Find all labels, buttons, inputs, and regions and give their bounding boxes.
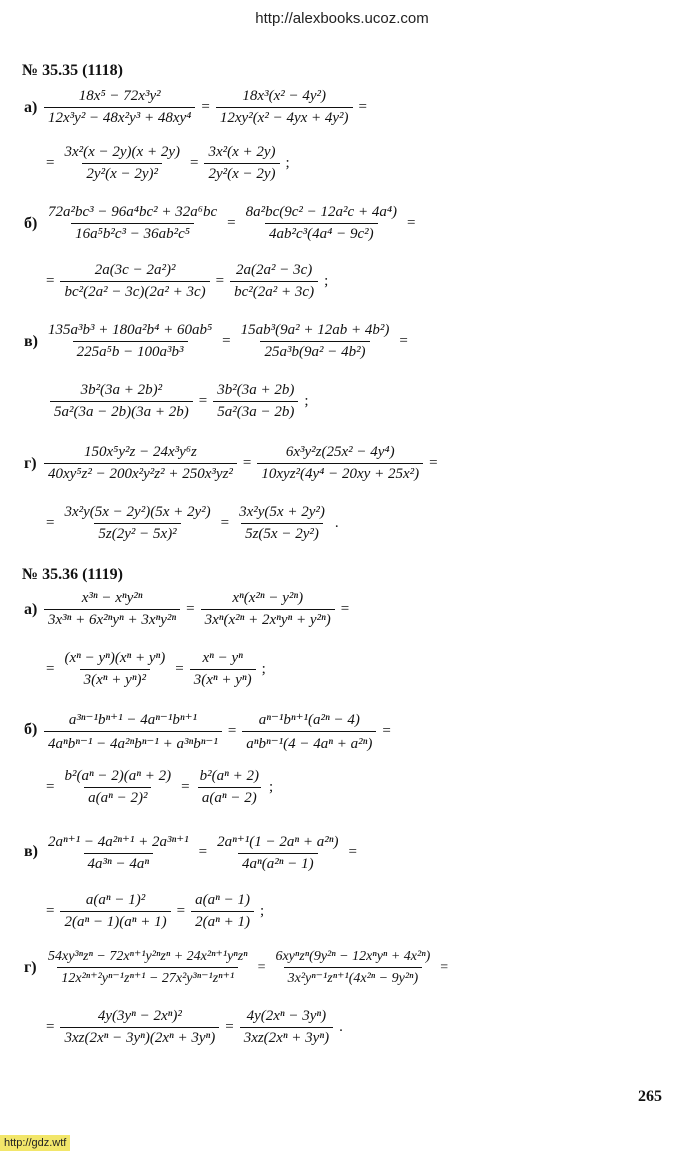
- fraction: $\frac{\text{135a³b³ + 180a²b⁴ + 60ab⁵}}{\text{225a⁵b − 100a³b³}}$: [48, 322, 213, 360]
- fraction: $\frac{\text{b²(aⁿ + 2)}}{\text{a(aⁿ − 2)}}$: [199, 768, 259, 806]
- fraction: $\frac{\text{a(aⁿ − 1)²}}{\text{2(aⁿ − 1)(aⁿ + 1)}}$: [60, 892, 170, 931]
- formula-line: = $\frac{\text{b²(aⁿ − 2)(aⁿ + 2)}}{\text{a(aⁿ − 2)²}}$ = $\frac{\text{b²(aⁿ + 2)}}{\text{a(aⁿ − 2)}}$ ;: [46, 768, 274, 806]
- header-url: http://alexbooks.ucoz.com: [255, 10, 429, 27]
- fraction: $\frac{\text{18x⁵ − 72x³y²}}{\text{12x³y² − 48x²y³ + 48xy⁴}}$: [44, 88, 195, 127]
- formula-line: $\frac{\text{3b²(3a + 2b)²}}{\text{5a²(3a − 2b)(3a + 2b)}}$ = $\frac{\text{3b²(3a + 2b)}}{\text{5a²(3a − 2b)}}$ ;: [40, 382, 664, 421]
- solution-row: [0, 258, 684, 314]
- item-label: в): [24, 333, 38, 350]
- formula-line: = $\frac{\text{2a(3c − 2a²)²}}{\text{bc²(2a² − 3c)(2a² + 3c)}}$ = $\frac{\text{2a(2a² − 3c)}}{\text{bc²(2a² + 3c)}}$ ;: [46, 262, 329, 300]
- formula-line: = $\frac{\text{3x²y(5x − 2y²)(5x + 2y²)}}{\text{5z(2y² − 5x)²}}$ = $\frac{\text{3x²y(5x + 2y²)}}{\text{5z(5x − 2y²)}}$ .: [46, 504, 339, 542]
- solution-row: [0, 944, 684, 1000]
- solution-row: [0, 586, 684, 642]
- solution-row: [0, 1004, 684, 1060]
- fraction: $\frac{\text{3b²(3a + 2b)²}}{\text{5a²(3a − 2b)(3a + 2b)}}$: [50, 382, 193, 421]
- formula-line: = $\frac{\text{4y(3yⁿ − 2xⁿ)²}}{\text{3xz(2xⁿ − 3yⁿ)(2xⁿ + 3yⁿ)}}$ = $\frac{\text{4y(2xⁿ − 3yⁿ)}}{\text{3xz(2xⁿ + 3yⁿ)}}$ .: [46, 1008, 343, 1046]
- fraction: $\frac{\text{15ab³(9a² + 12ab + 4b²)}}{\text{25a³b(9a² − 4b²)}}$: [240, 322, 390, 360]
- fraction: $\frac{\text{3x²(x + 2y)}}{\text{2y²(x − 2y)}}$: [204, 144, 279, 183]
- solution-row: [0, 500, 684, 556]
- fraction: $\frac{\text{8a²bc(9c² − 12a²c + 4a⁴)}}{\text{4ab²c³(4a⁴ − 9c²)}}$: [245, 204, 398, 242]
- formula-line: $\frac{\text{54xy³ⁿzⁿ − 72xⁿ⁺¹y²ⁿzⁿ + 24x²ⁿ⁺¹yⁿzⁿ}}{\text{12x²ⁿ⁺²yⁿ⁻¹zⁿ⁺¹ − 27x²y³ⁿ⁻¹zⁿ⁺¹}}$ = $\frac{\text{6xyⁿzⁿ(9y²ⁿ − 12xⁿyⁿ + 4x²ⁿ)}}{\text{3x²yⁿ⁻¹zⁿ⁺¹(4x²ⁿ − 9y²ⁿ)}}$ =: [42, 948, 664, 987]
- fraction: $\frac{\text{aⁿ⁻¹bⁿ⁺¹(a²ⁿ − 4)}}{\text{aⁿbⁿ⁻¹(4 − 4aⁿ + a²ⁿ)}}$: [242, 710, 376, 753]
- fraction: $\frac{\text{3x²y(5x − 2y²)(5x + 2y²)}}{\text{5z(2y² − 5x)²}}$: [64, 504, 211, 542]
- problem-title-35-35: № 35.35 (1118): [22, 62, 123, 79]
- formula-line: $\frac{\text{72a²bc³ − 96a⁴bc² + 32a⁶bc}}{\text{16a⁵b²c³ − 36ab²c⁵}}$ = $\frac{\text{8a²bc(9c² − 12a²c + 4a⁴)}}{\text{4ab²c³(4a⁴ − 9c²)}}$ =: [42, 204, 664, 243]
- fraction: $\frac{\text{4y(2xⁿ − 3yⁿ)}}{\text{3xz(2xⁿ + 3yⁿ)}}$: [240, 1008, 333, 1047]
- formula-line: $\frac{\text{a³ⁿ⁻¹bⁿ⁺¹ − 4aⁿ⁻¹bⁿ⁺¹}}{\text{4aⁿbⁿ⁻¹ − 4a²ⁿbⁿ⁻¹ + a³ⁿbⁿ⁻¹}}$ = $\frac{\text{aⁿ⁻¹bⁿ⁺¹(a²ⁿ − 4)}}{\text{aⁿbⁿ⁻¹(4 − 4aⁿ + a²ⁿ)}}$ =: [42, 710, 664, 753]
- item-label: б): [24, 721, 38, 738]
- fraction: $\frac{\text{a³ⁿ⁻¹bⁿ⁺¹ − 4aⁿ⁻¹bⁿ⁺¹}}{\text{4aⁿbⁿ⁻¹ − 4a²ⁿbⁿ⁻¹ + a³ⁿbⁿ⁻¹}}$: [44, 710, 222, 753]
- fraction: $\frac{\text{a(aⁿ − 1)}}{\text{2(aⁿ + 1)}}$: [191, 892, 254, 931]
- solution-row: [0, 84, 684, 140]
- formula-line: = $\frac{\text{(xⁿ − yⁿ)(xⁿ + yⁿ)}}{\text{3(xⁿ + yⁿ)²}}$ = $\frac{\text{xⁿ − yⁿ}}{\text{3(xⁿ + yⁿ)}}$ ;: [46, 650, 266, 688]
- item-label: в): [24, 843, 38, 860]
- solution-row: [0, 646, 684, 702]
- formula-line: $\frac{\text{18x⁵ − 72x³y²}}{\text{12x³y² − 48x²y³ + 48xy⁴}}$ = $\frac{\text{18x³(x² − 4y²)}}{\text{12xy²(x² − 4yx + 4y²)}}$ =: [42, 88, 664, 127]
- fraction: $\frac{\text{6x³y²z(25x² − 4y⁴)}}{\text{10xyz²(4y⁴ − 20xy + 25x²)}}$: [257, 444, 423, 483]
- fraction: $\frac{\text{72a²bc³ − 96a⁴bc² + 32a⁶bc}}{\text{16a⁵b²c³ − 36ab²c⁵}}$: [48, 204, 218, 242]
- formula-line: = $\frac{\text{3x²(x − 2y)(x + 2y)}}{\text{2y²(x − 2y)²}}$ = $\frac{\text{3x²(x + 2y)}}{\text{2y²(x − 2y)}}$ ;: [46, 144, 290, 182]
- item-label: а): [24, 601, 38, 618]
- item-label: г): [24, 959, 37, 976]
- item-label: б): [24, 215, 38, 232]
- fraction: $\frac{\text{2aⁿ⁺¹ − 4a²ⁿ⁺¹ + 2a³ⁿ⁺¹}}{\text{4a³ⁿ − 4aⁿ}}$: [48, 834, 189, 872]
- solution-row: [0, 378, 684, 434]
- fraction: $\frac{\text{18x³(x² − 4y²)}}{\text{12xy²(x² − 4yx + 4y²)}}$: [216, 88, 353, 127]
- solution-row: [0, 140, 684, 196]
- solution-row: [0, 764, 684, 820]
- fraction: $\frac{\text{54xy³ⁿzⁿ − 72xⁿ⁺¹y²ⁿzⁿ + 24x²ⁿ⁺¹yⁿzⁿ}}{\text{12x²ⁿ⁺²yⁿ⁻¹zⁿ⁺¹ − 27x²y³ⁿ⁻¹zⁿ⁺¹}}$: [48, 949, 248, 986]
- fraction: $\frac{\text{b²(aⁿ − 2)(aⁿ + 2)}}{\text{a(aⁿ − 2)²}}$: [64, 768, 172, 806]
- fraction: $\frac{\text{6xyⁿzⁿ(9y²ⁿ − 12xⁿyⁿ + 4x²ⁿ)}}{\text{3x²yⁿ⁻¹zⁿ⁺¹(4x²ⁿ − 9y²ⁿ)}}$: [275, 948, 431, 986]
- formula-line: $\frac{\text{135a³b³ + 180a²b⁴ + 60ab⁵}}{\text{225a⁵b − 100a³b³}}$ = $\frac{\text{15ab³(9a² + 12ab + 4b²)}}{\text{25a³b(9a² − 4b²)}}$ =: [42, 322, 664, 361]
- solution-row: [0, 706, 684, 762]
- fraction: $\frac{\text{xⁿ(x²ⁿ − y²ⁿ)}}{\text{3xⁿ(x²ⁿ + 2xⁿyⁿ + y²ⁿ)}}$: [201, 590, 335, 629]
- fraction: $\frac{\text{3b²(3a + 2b)}}{\text{5a²(3a − 2b)}}$: [213, 382, 298, 421]
- fraction: $\frac{\text{4y(3yⁿ − 2xⁿ)²}}{\text{3xz(2xⁿ − 3yⁿ)(2xⁿ + 3yⁿ)}}$: [60, 1008, 219, 1047]
- fraction: $\frac{\text{150x⁵y²z − 24x³y⁶z}}{\text{40xy⁵z² − 200x²y²z² + 250x³yz²}}$: [44, 444, 237, 483]
- fraction: $\frac{\text{xⁿ − yⁿ}}{\text{3(xⁿ + yⁿ)}}$: [190, 650, 256, 689]
- fraction: $\frac{\text{x³ⁿ − xⁿy²ⁿ}}{\text{3x³ⁿ + 6x²ⁿyⁿ + 3xⁿy²ⁿ}}$: [44, 590, 180, 629]
- fraction: $\frac{\text{(xⁿ − yⁿ)(xⁿ + yⁿ)}}{\text{3(xⁿ + yⁿ)²}}$: [64, 650, 166, 688]
- solution-row: [0, 828, 684, 884]
- formula-line: = $\frac{\text{a(aⁿ − 1)²}}{\text{2(aⁿ − 1)(aⁿ + 1)}}$ = $\frac{\text{a(aⁿ − 1)}}{\text{2(aⁿ + 1)}}$ ;: [46, 892, 265, 930]
- page-number: 265: [638, 1088, 662, 1105]
- item-label: а): [24, 99, 38, 116]
- item-label: г): [24, 455, 37, 472]
- solution-row: [0, 318, 684, 374]
- problem-title-35-36: № 35.36 (1119): [22, 566, 123, 583]
- fraction: $\frac{\text{3x²(x − 2y)(x + 2y)}}{\text{2y²(x − 2y)²}}$: [64, 144, 180, 182]
- fraction: $\frac{\text{2a(2a² − 3c)}}{\text{bc²(2a² + 3c)}}$: [230, 262, 318, 301]
- formula-line: $\frac{\text{150x⁵y²z − 24x³y⁶z}}{\text{40xy⁵z² − 200x²y²z² + 250x³yz²}}$ = $\frac{\text{6x³y²z(25x² − 4y⁴)}}{\text{10xyz²(4y⁴ − 20xy + 25x²)}}$ =: [42, 444, 664, 483]
- fraction: $\frac{\text{3x²y(5x + 2y²)}}{\text{5z(5x − 2y²)}}$: [239, 504, 325, 542]
- formula-line: $\frac{\text{2aⁿ⁺¹ − 4a²ⁿ⁺¹ + 2a³ⁿ⁺¹}}{\text{4a³ⁿ − 4aⁿ}}$ = $\frac{\text{2aⁿ⁺¹(1 − 2aⁿ + a²ⁿ)}}{\text{4aⁿ(a²ⁿ − 1)}}$ =: [42, 832, 664, 873]
- fraction: $\frac{\text{2a(3c − 2a²)²}}{\text{bc²(2a² − 3c)(2a² + 3c)}}$: [60, 262, 209, 301]
- solution-row: [0, 888, 684, 944]
- watermark-link[interactable]: http://gdz.wtf: [0, 1135, 70, 1151]
- solution-row: [0, 200, 684, 256]
- solution-row: [0, 440, 684, 496]
- formula-line: $\frac{\text{x³ⁿ − xⁿy²ⁿ}}{\text{3x³ⁿ + 6x²ⁿyⁿ + 3xⁿy²ⁿ}}$ = $\frac{\text{xⁿ(x²ⁿ − y²ⁿ)}}{\text{3xⁿ(x²ⁿ + 2xⁿyⁿ + y²ⁿ)}}$ =: [42, 590, 664, 629]
- fraction: $\frac{\text{2aⁿ⁺¹(1 − 2aⁿ + a²ⁿ)}}{\text{4aⁿ(a²ⁿ − 1)}}$: [217, 834, 339, 872]
